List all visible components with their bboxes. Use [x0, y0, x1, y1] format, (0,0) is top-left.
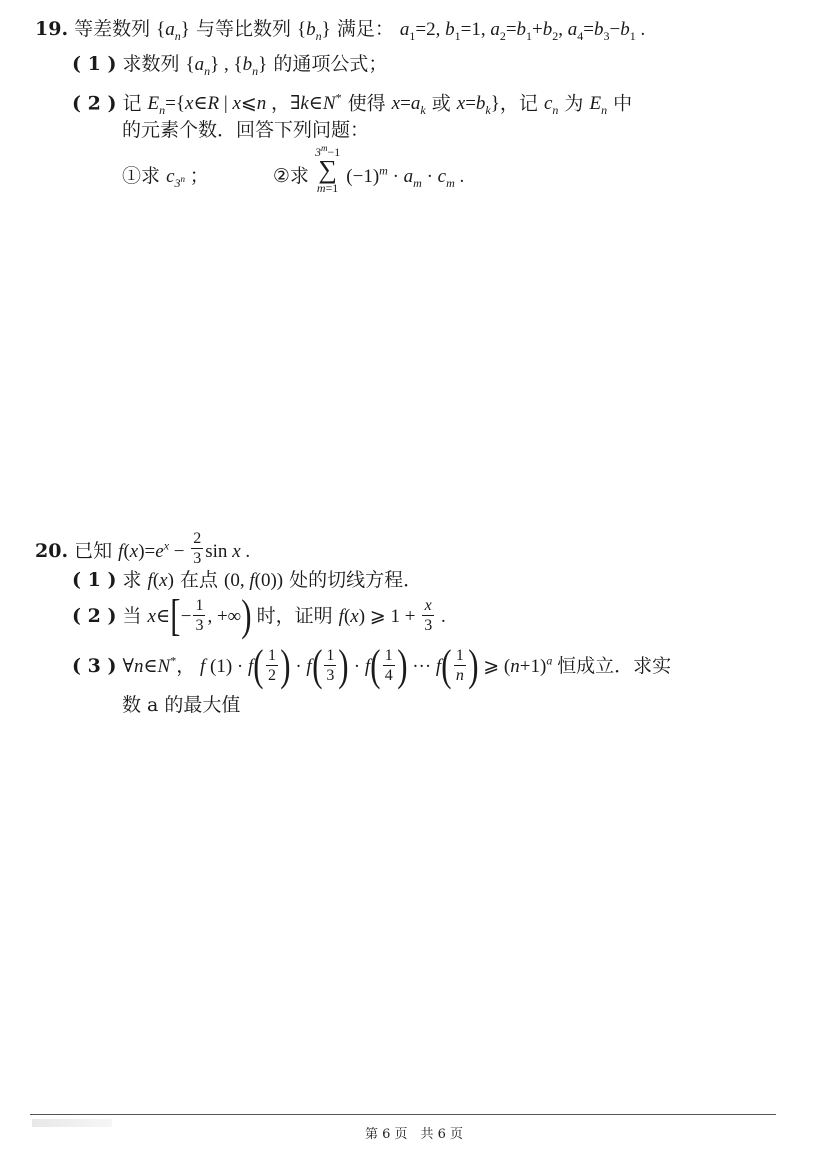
- part-2-cond-b: $x=b_k$}: [456, 93, 500, 118]
- subq-2-label: ②求: [272, 165, 309, 187]
- p20-part-2-label: ( 2 ): [72, 605, 117, 628]
- problem-20-stem: [35, 530, 250, 567]
- stem-math-an: $\{a_n\}$: [156, 19, 190, 43]
- problem-20-number: 20.: [35, 540, 69, 563]
- frac-two-thirds: $\frac{2}{3}$: [193, 529, 202, 567]
- p20-part-1-fx: f(x): [147, 570, 174, 591]
- p20-part-2-text-1: 当: [122, 605, 142, 628]
- part-2-cond-a: $x=a_k$: [391, 93, 426, 118]
- subq-1-label: ①求: [122, 165, 161, 187]
- p20-part-3-product: ∀n∈N*， f (1) · f( $\frac{1}{2}$ ) · f( $\frac{1}{3}$ ) · f( $\frac{1}{4}$ ) ··· f( $\frac{1}{n}$ ) ⩾ $(n+1)^a$: [122, 641, 553, 690]
- footer-rule: [30, 1114, 776, 1115]
- part-1-text-end: 的通项公式；: [273, 53, 388, 75]
- p20-part-3-text-1: 恒成立．求实: [557, 655, 672, 678]
- p20-part-3-label: ( 3 ): [72, 655, 117, 678]
- part-1-text: 求数列: [122, 53, 180, 75]
- part-2-text-5: 为: [564, 92, 584, 115]
- problem-20-part-1: [72, 568, 422, 593]
- part-2-En: $E_n$: [589, 93, 608, 118]
- problem-20-part-3: [72, 641, 672, 690]
- stem-math-bn: $\{b_n\}$: [297, 19, 331, 43]
- problem-19-part-2: [72, 86, 632, 122]
- subq-2-sum-symbol: $3^m-1$ ∑ m=1: [314, 143, 341, 195]
- problem-19-subquestions: [122, 140, 465, 195]
- p20-part-2-interval: x∈[− $\frac{1}{3}$ , +∞): [147, 591, 252, 640]
- problem-20-function: $f(x)=e^x$ − $\frac{2}{3}$ sin x .: [118, 529, 251, 567]
- part-2-text-1: 记: [122, 92, 142, 115]
- p20-part-1-text-2: 在点: [179, 569, 218, 591]
- part-2-line-2-text: 的元素个数．回答下列问题：: [122, 119, 370, 141]
- p20-part-1-text-3: 处的切线方程．: [289, 569, 423, 591]
- p20-part-2-text-2: 时，证明: [256, 605, 333, 628]
- subq-2-summand: $(-1)^m \cdot a_m \cdot c_m$ .: [346, 163, 465, 190]
- problem-20-part-3-line-2: [122, 693, 240, 717]
- p20-part-2-inequality: f(x) ⩾ 1 + $\frac{x}{3}$ .: [338, 597, 446, 634]
- p20-part-1-label: ( 1 ): [72, 569, 117, 591]
- part-2-text-4: ，记: [499, 92, 538, 115]
- stem-text-3: 满足：: [336, 18, 394, 40]
- problem-19-part-2-line-2: [122, 118, 369, 142]
- p20-part-1-text-1: 求: [122, 569, 142, 591]
- subq-1-math: $c_{3^n}$ ；: [166, 166, 209, 190]
- part-1-math: $\{a_n\}$ , $\{b_n\}$: [185, 54, 268, 78]
- part-1-label: ( 1 ): [72, 53, 117, 75]
- stem-conditions: $a_1=2$, $b_1=1$, $a_2=b_1+b_2$, $a_4=b_3-b_1$ .: [399, 19, 646, 43]
- problem-19-number: 19.: [35, 18, 69, 40]
- stem-text-1: 等差数列: [74, 18, 151, 40]
- problem-20-stem-text: 已知: [74, 540, 113, 563]
- p20-part-3-line-2-text: 数 a 的最大值: [122, 694, 241, 716]
- part-2-text-3: 或: [431, 92, 451, 115]
- footer-page-number: 第 6 页 共 6 页: [364, 1127, 464, 1142]
- part-2-text-6: 中: [613, 92, 633, 115]
- part-2-set-def: $E_n=\{x\in R$ | x⩽n ，∃k∈N*: [147, 91, 342, 118]
- part-2-label: ( 2 ): [72, 92, 117, 115]
- problem-19-part-1: [72, 52, 387, 83]
- part-2-text-2: 使得: [347, 92, 386, 115]
- stem-text-2: 与等比数列: [195, 18, 291, 40]
- problem-20-part-2: [72, 591, 446, 640]
- problem-19-stem: [35, 17, 645, 48]
- part-2-cn: $c_n$: [543, 93, 559, 118]
- p20-part-1-point: (0, f(0)): [224, 570, 284, 591]
